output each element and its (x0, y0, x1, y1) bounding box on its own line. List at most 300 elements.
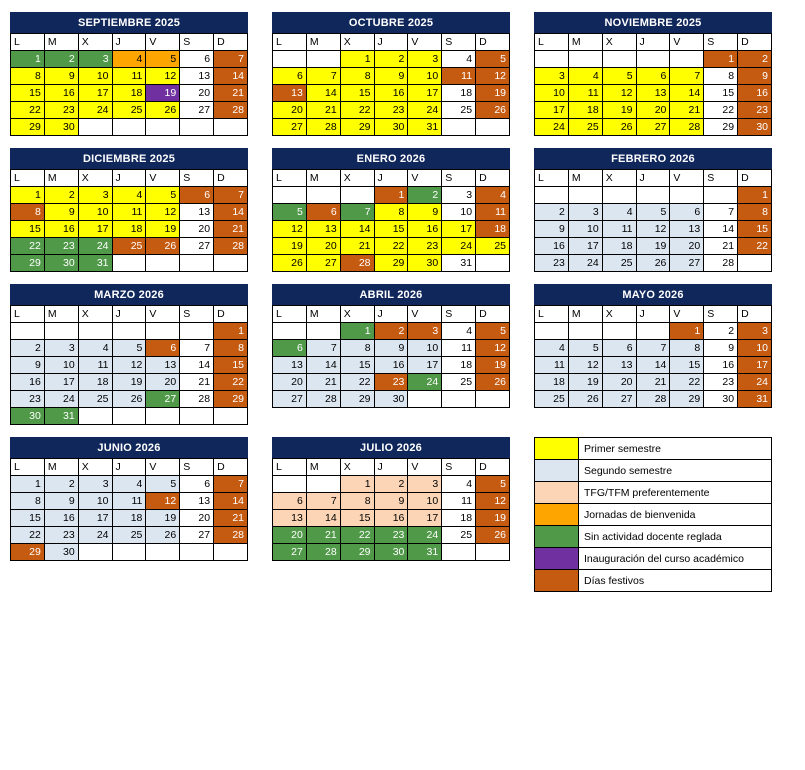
weekday-header-v: V (146, 170, 180, 187)
day-cell: 6 (636, 68, 670, 85)
empty-cell (146, 255, 180, 272)
legend-label: TFG/TFM preferentemente (579, 482, 772, 504)
day-cell: 2 (408, 187, 442, 204)
legend-swatch-fes (535, 570, 579, 592)
day-cell: 21 (340, 238, 374, 255)
month-table (534, 33, 772, 136)
day-cell: 21 (214, 221, 248, 238)
weekday-header-j: J (112, 170, 146, 187)
day-cell: 29 (340, 119, 374, 136)
empty-cell (273, 323, 307, 340)
legend-swatch-jor (535, 504, 579, 526)
day-cell: 22 (11, 238, 45, 255)
week-row (535, 391, 772, 408)
weekday-header-m: M (306, 459, 340, 476)
day-cell: 24 (78, 527, 112, 544)
day-cell: 9 (535, 221, 569, 238)
legend-row (535, 570, 772, 592)
month-title: JULIO 2026 (272, 437, 510, 458)
day-cell: 8 (670, 340, 704, 357)
day-cell: 7 (180, 340, 214, 357)
day-cell: 6 (306, 204, 340, 221)
day-cell: 23 (44, 527, 78, 544)
day-cell: 5 (476, 51, 510, 68)
day-cell: 17 (78, 85, 112, 102)
weekday-header-m: M (306, 170, 340, 187)
day-cell: 6 (273, 493, 307, 510)
day-cell: 27 (670, 255, 704, 272)
weekday-header-m: M (44, 306, 78, 323)
day-cell: 7 (214, 476, 248, 493)
day-cell: 7 (214, 187, 248, 204)
month-block (272, 12, 510, 136)
day-cell: 29 (214, 391, 248, 408)
week-row (11, 391, 248, 408)
day-cell: 7 (340, 204, 374, 221)
day-cell: 14 (306, 510, 340, 527)
day-cell: 28 (340, 255, 374, 272)
day-cell: 15 (374, 221, 408, 238)
day-cell: 23 (738, 102, 772, 119)
day-cell: 19 (146, 85, 180, 102)
day-cell: 19 (568, 374, 602, 391)
month-block (10, 12, 248, 136)
weekday-header-s: S (442, 459, 476, 476)
month-table (534, 169, 772, 272)
day-cell: 17 (408, 510, 442, 527)
day-cell: 16 (11, 374, 45, 391)
legend-swatch-s2 (535, 460, 579, 482)
day-cell: 21 (214, 510, 248, 527)
legend-label: Inauguración del curso académico (579, 548, 772, 570)
day-cell: 31 (738, 391, 772, 408)
weekday-header-d: D (738, 170, 772, 187)
day-cell: 5 (146, 476, 180, 493)
day-cell: 19 (476, 510, 510, 527)
empty-cell (602, 187, 636, 204)
day-cell: 6 (180, 476, 214, 493)
legend-row (535, 438, 772, 460)
legend-label: Segundo semestre (579, 460, 772, 482)
empty-cell (306, 187, 340, 204)
day-cell: 1 (340, 51, 374, 68)
day-cell: 20 (180, 510, 214, 527)
week-row (273, 493, 510, 510)
weekday-header-l: L (535, 306, 569, 323)
legend-row (535, 460, 772, 482)
day-cell: 1 (214, 323, 248, 340)
day-cell: 13 (306, 221, 340, 238)
weekday-header-d: D (476, 170, 510, 187)
day-cell: 14 (670, 85, 704, 102)
day-cell: 12 (112, 357, 146, 374)
day-cell: 3 (408, 51, 442, 68)
day-cell: 5 (146, 51, 180, 68)
month-table (272, 305, 510, 408)
month-block (272, 437, 510, 592)
day-cell: 9 (374, 68, 408, 85)
day-cell: 30 (44, 544, 78, 561)
day-cell: 16 (374, 357, 408, 374)
day-cell: 26 (476, 527, 510, 544)
day-cell: 9 (738, 68, 772, 85)
day-cell: 15 (11, 221, 45, 238)
day-cell: 6 (180, 187, 214, 204)
day-cell: 22 (214, 374, 248, 391)
day-cell: 5 (568, 340, 602, 357)
day-cell: 23 (704, 374, 738, 391)
day-cell: 12 (146, 204, 180, 221)
weekday-header-s: S (704, 306, 738, 323)
legend-table (534, 437, 772, 592)
day-cell: 22 (704, 102, 738, 119)
day-cell: 3 (535, 68, 569, 85)
day-cell: 4 (112, 187, 146, 204)
day-cell: 29 (11, 544, 45, 561)
day-cell: 5 (273, 204, 307, 221)
month-title: DICIEMBRE 2025 (10, 148, 248, 169)
weekday-header-row (11, 170, 248, 187)
weekday-header-v: V (146, 34, 180, 51)
weekday-header-x: X (78, 170, 112, 187)
day-cell: 2 (44, 476, 78, 493)
week-row (535, 238, 772, 255)
day-cell: 27 (180, 238, 214, 255)
day-cell: 15 (670, 357, 704, 374)
day-cell: 22 (340, 102, 374, 119)
weekday-header-d: D (214, 170, 248, 187)
weekday-header-l: L (11, 34, 45, 51)
day-cell: 29 (704, 119, 738, 136)
day-cell: 23 (408, 238, 442, 255)
day-cell: 3 (568, 204, 602, 221)
empty-cell (180, 408, 214, 425)
weekday-header-s: S (704, 34, 738, 51)
day-cell: 26 (636, 255, 670, 272)
week-row (273, 221, 510, 238)
empty-cell (636, 187, 670, 204)
weekday-header-row (535, 306, 772, 323)
legend-label: Días festivos (579, 570, 772, 592)
weekday-header-x: X (340, 306, 374, 323)
day-cell: 18 (112, 221, 146, 238)
day-cell: 17 (44, 374, 78, 391)
empty-cell (180, 323, 214, 340)
day-cell: 25 (112, 527, 146, 544)
week-row (273, 527, 510, 544)
day-cell: 8 (704, 68, 738, 85)
month-title: JUNIO 2026 (10, 437, 248, 458)
month-block (534, 148, 772, 272)
week-row (273, 340, 510, 357)
weekday-header-row (535, 34, 772, 51)
day-cell: 13 (180, 68, 214, 85)
day-cell: 9 (374, 493, 408, 510)
day-cell: 13 (180, 493, 214, 510)
day-cell: 20 (273, 102, 307, 119)
day-cell: 1 (670, 323, 704, 340)
week-row (273, 51, 510, 68)
day-cell: 13 (273, 85, 307, 102)
day-cell: 4 (535, 340, 569, 357)
week-row (273, 119, 510, 136)
day-cell: 16 (44, 510, 78, 527)
day-cell: 29 (11, 119, 45, 136)
empty-cell (146, 119, 180, 136)
day-cell: 24 (442, 238, 476, 255)
day-cell: 6 (180, 51, 214, 68)
day-cell: 16 (738, 85, 772, 102)
day-cell: 15 (11, 85, 45, 102)
day-cell: 28 (704, 255, 738, 272)
weekday-header-l: L (273, 170, 307, 187)
day-cell: 26 (476, 102, 510, 119)
month-title: MAYO 2026 (534, 284, 772, 305)
day-cell: 11 (476, 204, 510, 221)
week-row (273, 544, 510, 561)
weekday-header-row (11, 306, 248, 323)
day-cell: 19 (602, 102, 636, 119)
day-cell: 20 (146, 374, 180, 391)
weekday-header-v: V (670, 170, 704, 187)
weekday-header-m: M (44, 34, 78, 51)
day-cell: 3 (78, 187, 112, 204)
day-cell: 27 (273, 544, 307, 561)
day-cell: 25 (568, 119, 602, 136)
day-cell: 25 (442, 374, 476, 391)
weekday-header-s: S (180, 459, 214, 476)
week-row (273, 374, 510, 391)
day-cell: 18 (442, 85, 476, 102)
week-row (535, 340, 772, 357)
day-cell: 2 (374, 323, 408, 340)
empty-cell (180, 119, 214, 136)
empty-cell (476, 119, 510, 136)
day-cell: 26 (602, 119, 636, 136)
month-block (10, 284, 248, 425)
weekday-header-l: L (535, 34, 569, 51)
week-row (11, 51, 248, 68)
day-cell: 22 (374, 238, 408, 255)
week-row (11, 221, 248, 238)
weekday-header-x: X (78, 306, 112, 323)
weekday-header-x: X (78, 459, 112, 476)
day-cell: 25 (78, 391, 112, 408)
weekday-header-x: X (602, 34, 636, 51)
weekday-header-v: V (408, 306, 442, 323)
empty-cell (112, 255, 146, 272)
day-cell: 26 (273, 255, 307, 272)
day-cell: 11 (442, 493, 476, 510)
weekday-header-l: L (11, 306, 45, 323)
day-cell: 16 (704, 357, 738, 374)
day-cell: 7 (306, 68, 340, 85)
day-cell: 4 (476, 187, 510, 204)
day-cell: 21 (670, 102, 704, 119)
week-row (11, 408, 248, 425)
day-cell: 5 (112, 340, 146, 357)
week-row (535, 68, 772, 85)
empty-cell (273, 476, 307, 493)
day-cell: 22 (340, 374, 374, 391)
day-cell: 29 (670, 391, 704, 408)
weekday-header-d: D (214, 459, 248, 476)
weekday-header-row (273, 459, 510, 476)
weekday-header-row (273, 306, 510, 323)
day-cell: 1 (11, 187, 45, 204)
day-cell: 24 (78, 238, 112, 255)
month-title: OCTUBRE 2025 (272, 12, 510, 33)
day-cell: 22 (11, 527, 45, 544)
empty-cell (306, 476, 340, 493)
day-cell: 3 (738, 323, 772, 340)
weekday-header-s: S (180, 306, 214, 323)
weekday-header-m: M (568, 306, 602, 323)
day-cell: 1 (340, 476, 374, 493)
legend-row (535, 504, 772, 526)
day-cell: 11 (78, 357, 112, 374)
day-cell: 16 (44, 85, 78, 102)
day-cell: 15 (704, 85, 738, 102)
week-row (11, 476, 248, 493)
empty-cell (670, 187, 704, 204)
weekday-header-v: V (408, 170, 442, 187)
weekday-header-x: X (602, 170, 636, 187)
weekday-header-j: J (374, 459, 408, 476)
weekday-header-l: L (273, 459, 307, 476)
day-cell: 21 (636, 374, 670, 391)
weekday-header-v: V (146, 459, 180, 476)
day-cell: 11 (442, 68, 476, 85)
month-title: ENERO 2026 (272, 148, 510, 169)
week-row (11, 510, 248, 527)
empty-cell (214, 119, 248, 136)
day-cell: 9 (408, 204, 442, 221)
day-cell: 18 (78, 374, 112, 391)
day-cell: 28 (306, 391, 340, 408)
day-cell: 14 (306, 85, 340, 102)
week-row (273, 255, 510, 272)
week-row (273, 238, 510, 255)
day-cell: 29 (340, 544, 374, 561)
day-cell: 11 (112, 493, 146, 510)
day-cell: 10 (78, 204, 112, 221)
weekday-header-l: L (535, 170, 569, 187)
day-cell: 11 (602, 221, 636, 238)
day-cell: 2 (44, 51, 78, 68)
day-cell: 1 (704, 51, 738, 68)
weekday-header-j: J (374, 306, 408, 323)
weekday-header-j: J (112, 459, 146, 476)
week-row (273, 85, 510, 102)
empty-cell (146, 544, 180, 561)
day-cell: 11 (535, 357, 569, 374)
day-cell: 21 (214, 85, 248, 102)
week-row (273, 391, 510, 408)
week-row (11, 255, 248, 272)
day-cell: 3 (408, 476, 442, 493)
day-cell: 18 (442, 510, 476, 527)
day-cell: 5 (146, 187, 180, 204)
weekday-header-x: X (340, 459, 374, 476)
weekday-header-j: J (636, 34, 670, 51)
day-cell: 26 (146, 238, 180, 255)
legend-label: Primer semestre (579, 438, 772, 460)
empty-cell (78, 544, 112, 561)
day-cell: 4 (568, 68, 602, 85)
empty-cell (112, 544, 146, 561)
empty-cell (78, 408, 112, 425)
day-cell: 11 (568, 85, 602, 102)
day-cell: 13 (602, 357, 636, 374)
day-cell: 7 (704, 204, 738, 221)
week-row (11, 493, 248, 510)
day-cell: 10 (442, 204, 476, 221)
day-cell: 28 (670, 119, 704, 136)
day-cell: 21 (306, 527, 340, 544)
empty-cell (180, 255, 214, 272)
day-cell: 31 (408, 119, 442, 136)
day-cell: 13 (273, 357, 307, 374)
day-cell: 20 (180, 85, 214, 102)
day-cell: 30 (44, 119, 78, 136)
day-cell: 12 (476, 493, 510, 510)
day-cell: 26 (146, 102, 180, 119)
week-row (273, 204, 510, 221)
day-cell: 27 (180, 527, 214, 544)
empty-cell (214, 408, 248, 425)
day-cell: 14 (180, 357, 214, 374)
day-cell: 12 (476, 340, 510, 357)
legend (534, 437, 772, 592)
empty-cell (408, 391, 442, 408)
month-table (272, 458, 510, 561)
day-cell: 10 (408, 68, 442, 85)
day-cell: 2 (738, 51, 772, 68)
day-cell: 26 (568, 391, 602, 408)
empty-cell (636, 323, 670, 340)
day-cell: 16 (374, 510, 408, 527)
empty-cell (273, 187, 307, 204)
day-cell: 9 (704, 340, 738, 357)
day-cell: 20 (273, 374, 307, 391)
empty-cell (670, 51, 704, 68)
empty-cell (636, 51, 670, 68)
empty-cell (273, 51, 307, 68)
week-row (11, 85, 248, 102)
day-cell: 19 (273, 238, 307, 255)
week-row (11, 238, 248, 255)
day-cell: 15 (214, 357, 248, 374)
day-cell: 9 (44, 68, 78, 85)
day-cell: 30 (738, 119, 772, 136)
day-cell: 27 (636, 119, 670, 136)
day-cell: 6 (602, 340, 636, 357)
week-row (273, 510, 510, 527)
day-cell: 8 (214, 340, 248, 357)
month-table (10, 33, 248, 136)
day-cell: 1 (11, 51, 45, 68)
weekday-header-j: J (112, 34, 146, 51)
day-cell: 31 (78, 255, 112, 272)
day-cell: 25 (476, 238, 510, 255)
week-row (11, 187, 248, 204)
legend-swatch-tfg (535, 482, 579, 504)
weekday-header-v: V (146, 306, 180, 323)
weekday-header-s: S (180, 170, 214, 187)
week-row (535, 204, 772, 221)
day-cell: 10 (44, 357, 78, 374)
